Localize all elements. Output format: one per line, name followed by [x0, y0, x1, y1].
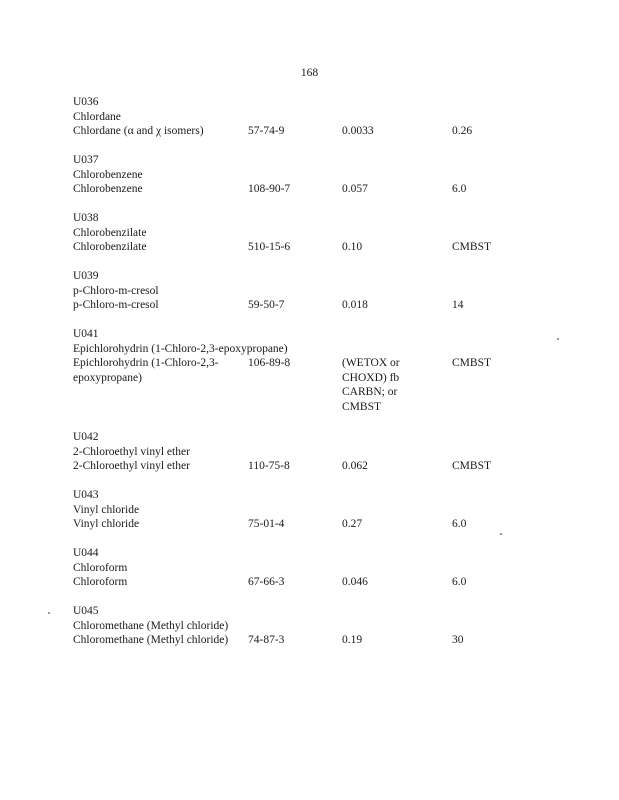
table-row	[73, 298, 603, 313]
waste-code: U039	[73, 270, 99, 282]
constituent-name: Chlorobenzene	[73, 183, 143, 195]
cas-number: 59-50-7	[248, 299, 285, 311]
list-item	[73, 211, 603, 255]
cas-number: 110-75-8	[248, 460, 290, 472]
common-name: Chlordane	[73, 110, 121, 123]
scan-speck	[48, 612, 50, 614]
table-row	[73, 124, 603, 139]
list-item	[73, 153, 603, 197]
list-item	[73, 430, 603, 474]
waste-code: U045	[73, 605, 99, 617]
nonwastewater-standard: 6.0	[452, 576, 467, 588]
common-name: Chlorobenzilate	[73, 226, 147, 239]
wastewater-standard: 0.018	[342, 299, 368, 311]
waste-code: U041	[73, 328, 99, 340]
waste-code: U044	[73, 547, 99, 559]
waste-code: U042	[73, 431, 99, 443]
table-row	[73, 182, 603, 197]
nonwastewater-standard: 0.26	[452, 125, 473, 137]
nonwastewater-standard: 6.0	[452, 518, 467, 530]
cas-number: 74-87-3	[248, 634, 285, 646]
wastewater-standard: 0.19	[342, 634, 363, 646]
cas-number: 57-74-9	[248, 125, 285, 137]
nonwastewater-standard: CMBST	[452, 241, 491, 253]
wastewater-standard: 0.046	[342, 576, 368, 588]
wastewater-standard: 0.057	[342, 183, 368, 195]
wastewater-standard: (WETOX or CHOXD) fb CARBN; or CMBST	[342, 357, 400, 413]
list-item	[73, 95, 603, 139]
cas-number: 108-90-7	[248, 183, 291, 195]
wastewater-standard: 0.0033	[342, 125, 374, 137]
wastewater-standard: 0.10	[342, 241, 363, 253]
cas-number: 510-15-6	[248, 241, 291, 253]
list-item	[73, 327, 603, 416]
wastewater-standard: 0.27	[342, 518, 363, 530]
table-row	[73, 356, 603, 416]
waste-code: U037	[73, 154, 99, 166]
constituent-name: Chlordane (α and χ isomers)	[73, 125, 204, 137]
constituent-name: Chloromethane (Methyl chloride)	[73, 634, 229, 646]
table-row	[73, 240, 603, 255]
cas-number: 75-01-4	[248, 518, 285, 530]
constituent-name: Chlorobenzilate	[73, 241, 147, 253]
scan-speck	[500, 533, 502, 535]
list-item	[73, 546, 603, 590]
table-row	[73, 575, 603, 590]
waste-code: U036	[73, 96, 99, 108]
constituent-name: Epichlorohydrin (1-Chloro-2,3-epoxypropane)	[73, 357, 219, 384]
nonwastewater-standard: 30	[452, 634, 464, 646]
common-name: Epichlorohydrin (1-Chloro-2,3-epoxypropane)	[73, 342, 288, 355]
common-name: p-Chloro-m-cresol	[73, 284, 159, 297]
cas-number: 106-89-8	[248, 357, 291, 369]
table-row	[73, 517, 603, 532]
nonwastewater-standard: CMBST	[452, 460, 491, 472]
common-name: Chlorobenzene	[73, 168, 143, 181]
list-item	[73, 488, 603, 532]
list-item	[73, 604, 603, 663]
scan-speck	[557, 338, 559, 340]
cas-number: 67-66-3	[248, 576, 285, 588]
waste-code-list	[73, 95, 603, 677]
common-name: Chloroform	[73, 561, 128, 574]
table-row	[73, 459, 603, 474]
constituent-name: 2-Chloroethyl vinyl ether	[73, 460, 190, 472]
waste-code: U043	[73, 489, 99, 501]
constituent-name: Chloroform	[73, 576, 128, 588]
wastewater-standard: 0.062	[342, 460, 368, 472]
table-row	[73, 633, 603, 663]
nonwastewater-standard: 14	[452, 299, 464, 311]
waste-code: U038	[73, 212, 99, 224]
list-item	[73, 269, 603, 313]
page-number: 168	[300, 67, 319, 79]
common-name: Chloromethane (Methyl chloride)	[73, 619, 229, 632]
nonwastewater-standard: 6.0	[452, 183, 467, 195]
common-name: Vinyl chloride	[73, 503, 140, 516]
constituent-name: Vinyl chloride	[73, 518, 140, 530]
constituent-name: p-Chloro-m-cresol	[73, 299, 159, 311]
nonwastewater-standard: CMBST	[452, 357, 491, 369]
common-name: 2-Chloroethyl vinyl ether	[73, 445, 190, 458]
